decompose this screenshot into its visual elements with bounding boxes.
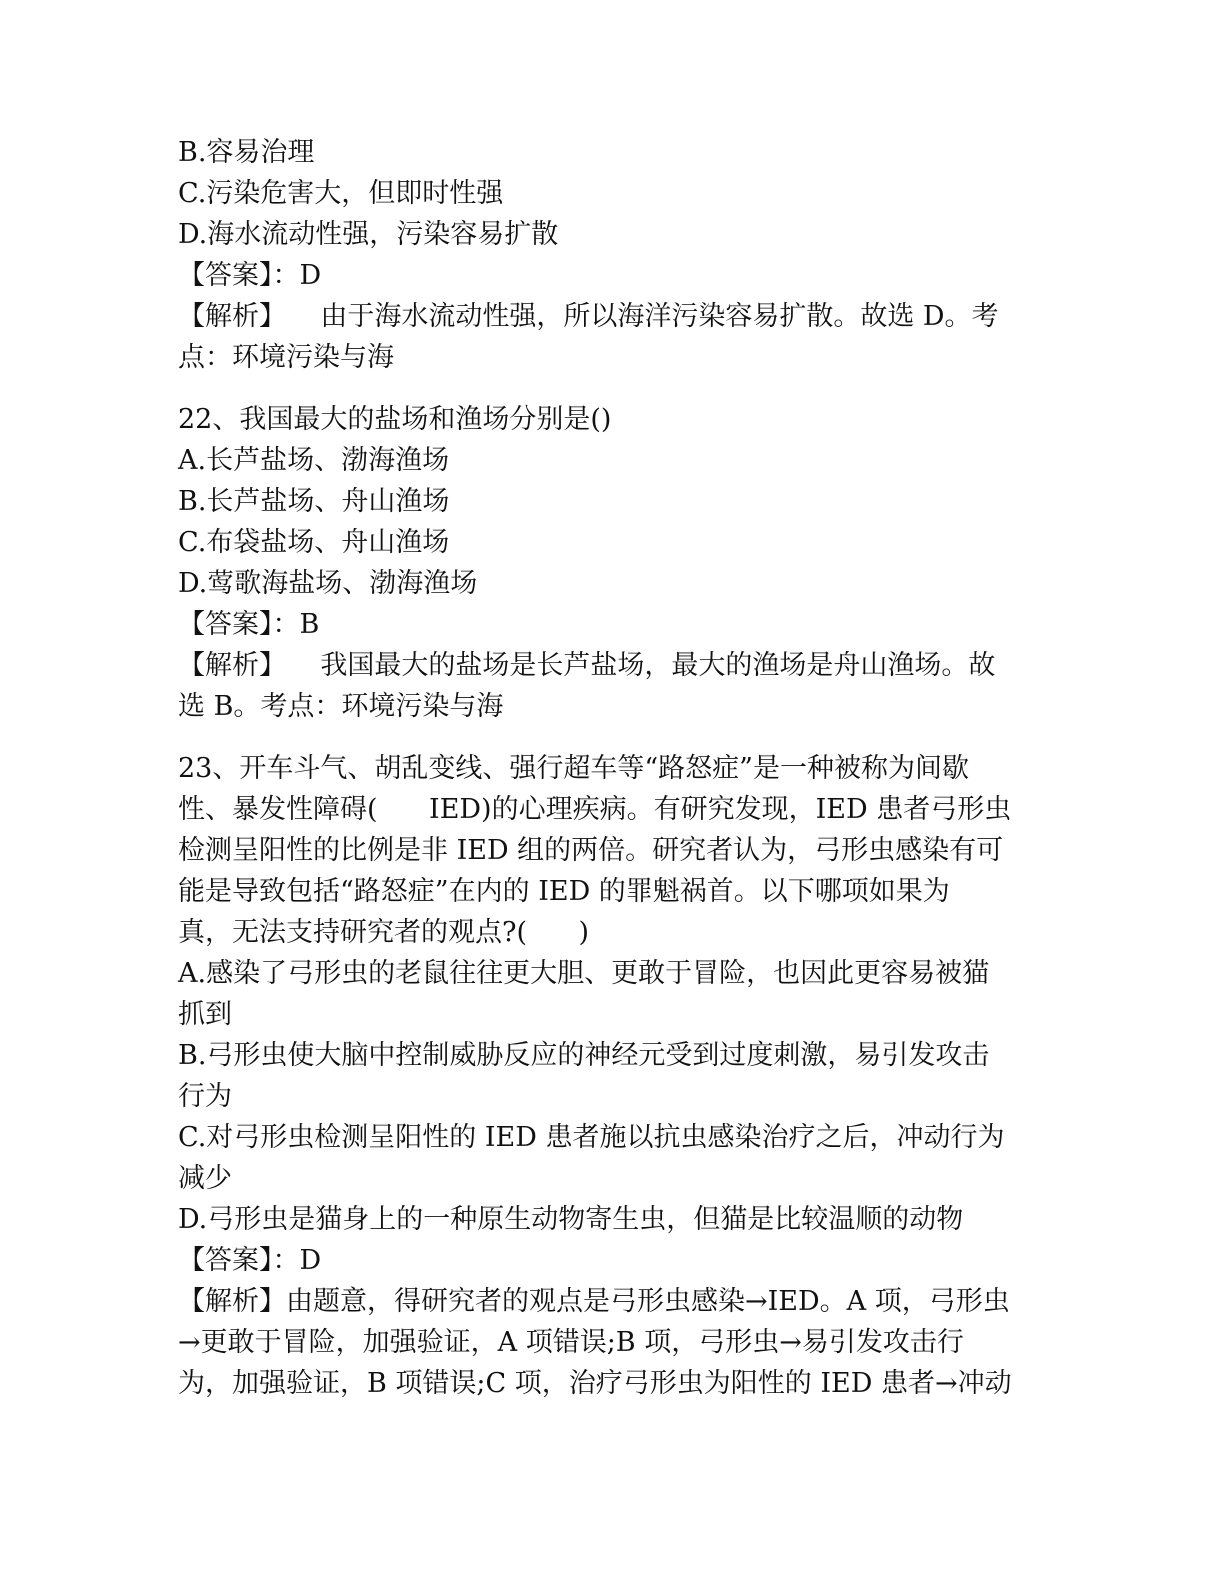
option-b-22: B.长芦盐场、舟山渔场	[178, 486, 450, 517]
paragraph-gap	[178, 378, 1048, 399]
analysis-22-line-1: 【解析】 我国最大的盐场是长芦盐场，最大的渔场是舟山渔场。故	[178, 650, 996, 681]
question-23-line-3: 检测呈阳性的比例是非 IED 组的两倍。研究者认为，弓形虫感染有可	[178, 835, 1004, 866]
option-a-22: A.长芦盐场、渤海渔场	[178, 445, 450, 476]
analysis-23-line-2: →更敢于冒险，加强验证，A 项错误;B 项，弓形虫→易引发攻击行	[178, 1327, 964, 1358]
answer-22: 【答案】：B	[178, 609, 320, 640]
analysis-22-line-2: 选 B。考点：环境污染与海	[178, 691, 504, 722]
answer-21: 【答案】：D	[178, 260, 322, 291]
option-a-23-line-1: A.感染了弓形虫的老鼠往往更大胆、更敢于冒险，也因此更容易被猫	[178, 958, 990, 989]
option-d-23: D.弓形虫是猫身上的一种原生动物寄生虫，但猫是比较温顺的动物	[178, 1204, 964, 1235]
analysis-23-line-1: 【解析】由题意，得研究者的观点是弓形虫感染→IED。A 项，弓形虫	[178, 1286, 1010, 1317]
option-b-23-line-1: B.弓形虫使大脑中控制威胁反应的神经元受到过度刺激，易引发攻击	[178, 1040, 990, 1071]
option-a-23-line-2: 抓到	[178, 999, 232, 1030]
question-23-line-4: 能是导致包括“路怒症”在内的 IED 的罪魁祸首。以下哪项如果为	[178, 876, 950, 907]
option-b-21: B.容易治理	[178, 137, 315, 168]
question-22: 22、我国最大的盐场和渔场分别是()	[178, 404, 612, 435]
question-23-line-1: 23、开车斗气、胡乱变线、强行超车等“路怒症”是一种被称为间歇	[178, 753, 969, 784]
analysis-23-line-3: 为，加强验证，B 项错误;C 项，治疗弓形虫为阳性的 IED 患者→冲动	[178, 1368, 1012, 1399]
option-d-22: D.莺歌海盐场、渤海渔场	[178, 568, 478, 599]
analysis-21-line-1: 【解析】 由于海水流动性强，所以海洋污染容易扩散。故选 D。考	[178, 301, 999, 332]
answer-23: 【答案】：D	[178, 1245, 322, 1276]
option-b-23-line-2: 行为	[178, 1081, 232, 1112]
option-c-21: C.污染危害大，但即时性强	[178, 178, 504, 209]
option-c-23-line-1: C.对弓形虫检测呈阳性的 IED 患者施以抗虫感染治疗之后，冲动行为	[178, 1122, 1005, 1153]
paragraph-gap	[178, 727, 1048, 748]
question-23-line-5: 真，无法支持研究者的观点?( )	[178, 917, 590, 948]
option-c-22: C.布袋盐场、舟山渔场	[178, 527, 450, 558]
document-page	[178, 132, 1048, 1404]
analysis-21-line-2: 点：环境污染与海	[178, 342, 394, 373]
option-c-23-line-2: 减少	[178, 1163, 232, 1194]
option-d-21: D.海水流动性强，污染容易扩散	[178, 219, 559, 250]
question-23-line-2: 性、暴发性障碍( IED)的心理疾病。有研究发现，IED 患者弓形虫	[178, 794, 1012, 825]
